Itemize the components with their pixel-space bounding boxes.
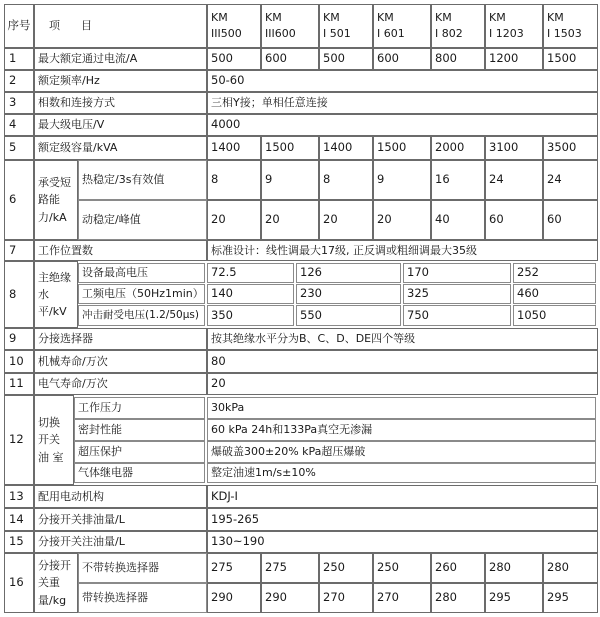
row-6-group: 承受短路能力/kA xyxy=(34,160,78,240)
row-5-value-6: 3100 xyxy=(485,136,543,160)
row-5-seq: 5 xyxy=(4,136,34,160)
row-4-value: 4000 xyxy=(207,114,598,136)
row-12-sub-3-label: 超压保护 xyxy=(74,441,205,463)
row-12-sub-2-value: 60 kPa 24h和133Pa真空无渗漏 xyxy=(207,419,596,441)
row-8-sub-2-value-2: 230 xyxy=(296,284,401,304)
row-6-sub-1-value-7: 24 xyxy=(543,160,598,200)
row-12-group: 切换开关油 室 xyxy=(34,395,74,485)
row-12-sub-1-value: 30kPa xyxy=(207,397,596,419)
row-16-sub-2-value-3: 270 xyxy=(319,583,373,613)
row-15-item: 分接开关注油量/L xyxy=(34,531,207,553)
row-2-item: 额定频率/Hz xyxy=(34,70,207,92)
row-1-item: 最大额定通过电流/A xyxy=(34,48,207,70)
row-16-sub-2-label: 带转换选择器 xyxy=(78,583,207,613)
row-16-group: 分接开关重量/kg xyxy=(34,553,78,613)
row-8-sub-1-value-1: 72.5 xyxy=(207,263,294,283)
row-9-item: 分接选择器 xyxy=(34,328,207,350)
row-16-sub-2-value-5: 280 xyxy=(431,583,485,613)
row-1-value-7: 1500 xyxy=(543,48,598,70)
row-6-sub-2-value-3: 20 xyxy=(319,200,373,240)
header-model-5: KM I 802 xyxy=(431,4,485,48)
row-16-sub-2-value-6: 295 xyxy=(485,583,543,613)
row-1-value-4: 600 xyxy=(373,48,431,70)
row-14-value: 195-265 xyxy=(207,508,598,531)
row-1-value-3: 500 xyxy=(319,48,373,70)
row-6-sub-1-value-2: 9 xyxy=(261,160,319,200)
row-16-sub-1-value-2: 275 xyxy=(261,553,319,583)
row-12-sub-4-label: 气体继电器 xyxy=(74,463,205,483)
row-16-sub-1-value-1: 275 xyxy=(207,553,261,583)
row-7-value: 标准设计：线性调最大17级, 正反调或粗细调最大35级 xyxy=(207,240,598,261)
row-8-sub-2-label: 工频电压（50Hz1min） xyxy=(78,284,205,304)
row-6-sub-1-label: 热稳定/3s有效值 xyxy=(78,160,207,200)
row-12-sub-3-value: 爆破盖300±20% kPa超压爆破 xyxy=(207,441,596,463)
row-16-sub-1-value-5: 260 xyxy=(431,553,485,583)
row-8-sub-2-value-1: 140 xyxy=(207,284,294,304)
row-14-seq: 14 xyxy=(4,508,34,531)
row-8-group: 主绝缘水平/kV xyxy=(34,261,78,328)
row-5-value-4: 1500 xyxy=(373,136,431,160)
row-9-value: 按其绝缘水平分为B、C、D、DE四个等级 xyxy=(207,328,598,350)
row-16-sub-1-value-7: 280 xyxy=(543,553,598,583)
row-11-item: 电气寿命/万次 xyxy=(34,373,207,395)
header-model-7: KM I 1503 xyxy=(543,4,598,48)
row-15-value: 130~190 xyxy=(207,531,598,553)
row-15-seq: 15 xyxy=(4,531,34,553)
row-5-value-3: 1400 xyxy=(319,136,373,160)
row-8-sub-3-value-1: 350 xyxy=(207,305,294,326)
row-6-sub-2-value-4: 20 xyxy=(373,200,431,240)
header-model-2: KM III600 xyxy=(261,4,319,48)
row-14-item: 分接开关排油量/L xyxy=(34,508,207,531)
row-6-sub-1-value-6: 24 xyxy=(485,160,543,200)
row-4-seq: 4 xyxy=(4,114,34,136)
row-8-sub-3-value-4: 1050 xyxy=(513,305,596,326)
row-10-item: 机械寿命/万次 xyxy=(34,350,207,373)
header-item: 项 目 xyxy=(34,4,207,48)
header-seq: 序号 xyxy=(4,4,34,48)
row-6-sub-2-label: 动稳定/峰值 xyxy=(78,200,207,240)
header-model-6: KM I 1203 xyxy=(485,4,543,48)
row-4-item: 最大级电压/V xyxy=(34,114,207,136)
row-8-seq: 8 xyxy=(4,261,34,328)
row-16-sub-1-value-6: 280 xyxy=(485,553,543,583)
row-13-seq: 13 xyxy=(4,485,34,508)
row-2-seq: 2 xyxy=(4,70,34,92)
row-8-sub-3-label: 冲击耐受电压(1.2/50μs) xyxy=(78,305,205,326)
row-3-item: 相数和连接方式 xyxy=(34,92,207,114)
row-10-seq: 10 xyxy=(4,350,34,373)
row-6-sub-2-value-5: 40 xyxy=(431,200,485,240)
row-6-sub-2-value-7: 60 xyxy=(543,200,598,240)
row-9-seq: 9 xyxy=(4,328,34,350)
row-8-sub-3-value-2: 550 xyxy=(296,305,401,326)
row-16-sub-2-value-4: 270 xyxy=(373,583,431,613)
row-16-sub-2-value-7: 295 xyxy=(543,583,598,613)
row-7-item: 工作位置数 xyxy=(34,240,207,261)
row-5-value-5: 2000 xyxy=(431,136,485,160)
row-8-sub-1-value-3: 170 xyxy=(403,263,511,283)
row-8-sub-3-value-3: 750 xyxy=(403,305,511,326)
row-12-seq: 12 xyxy=(4,395,34,485)
row-8-sub-1-value-4: 252 xyxy=(513,263,596,283)
row-1-value-1: 500 xyxy=(207,48,261,70)
row-6-sub-2-value-1: 20 xyxy=(207,200,261,240)
row-2-value: 50-60 xyxy=(207,70,598,92)
row-1-value-5: 800 xyxy=(431,48,485,70)
row-8-sub-1-label: 设备最高电压 xyxy=(78,263,205,283)
row-6-sub-2-value-2: 20 xyxy=(261,200,319,240)
row-8-sub-1-value-2: 126 xyxy=(296,263,401,283)
row-16-sub-2-value-2: 290 xyxy=(261,583,319,613)
row-1-value-6: 1200 xyxy=(485,48,543,70)
row-16-sub-1-value-3: 250 xyxy=(319,553,373,583)
row-6-sub-1-value-5: 16 xyxy=(431,160,485,200)
row-12-sub-4-value: 整定油速1m/s±10% xyxy=(207,463,596,483)
row-16-sub-1-label: 不带转换选择器 xyxy=(78,553,207,583)
row-10-value: 80 xyxy=(207,350,598,373)
row-6-seq: 6 xyxy=(4,160,34,240)
row-5-value-1: 1400 xyxy=(207,136,261,160)
row-13-value: KDJ-I xyxy=(207,485,598,508)
row-8-sub-2-value-4: 460 xyxy=(513,284,596,304)
row-7-seq: 7 xyxy=(4,240,34,261)
row-3-value: 三相Y接；单相任意连接 xyxy=(207,92,598,114)
row-3-seq: 3 xyxy=(4,92,34,114)
row-6-sub-2-value-6: 60 xyxy=(485,200,543,240)
row-12-sub-2-label: 密封性能 xyxy=(74,419,205,441)
row-6-sub-1-value-4: 9 xyxy=(373,160,431,200)
row-16-sub-2-value-1: 290 xyxy=(207,583,261,613)
header-model-4: KM I 601 xyxy=(373,4,431,48)
header-model-1: KM III500 xyxy=(207,4,261,48)
row-1-seq: 1 xyxy=(4,48,34,70)
row-5-value-7: 3500 xyxy=(543,136,598,160)
row-6-sub-1-value-1: 8 xyxy=(207,160,261,200)
row-16-sub-1-value-4: 250 xyxy=(373,553,431,583)
row-1-value-2: 600 xyxy=(261,48,319,70)
header-model-3: KM I 501 xyxy=(319,4,373,48)
row-11-value: 20 xyxy=(207,373,598,395)
row-11-seq: 11 xyxy=(4,373,34,395)
row-16-seq: 16 xyxy=(4,553,34,613)
row-5-value-2: 1500 xyxy=(261,136,319,160)
row-13-item: 配用电动机构 xyxy=(34,485,207,508)
row-8-sub-2-value-3: 325 xyxy=(403,284,511,304)
row-5-item: 额定级容量/kVA xyxy=(34,136,207,160)
row-12-sub-1-label: 工作压力 xyxy=(74,397,205,419)
row-6-sub-1-value-3: 8 xyxy=(319,160,373,200)
